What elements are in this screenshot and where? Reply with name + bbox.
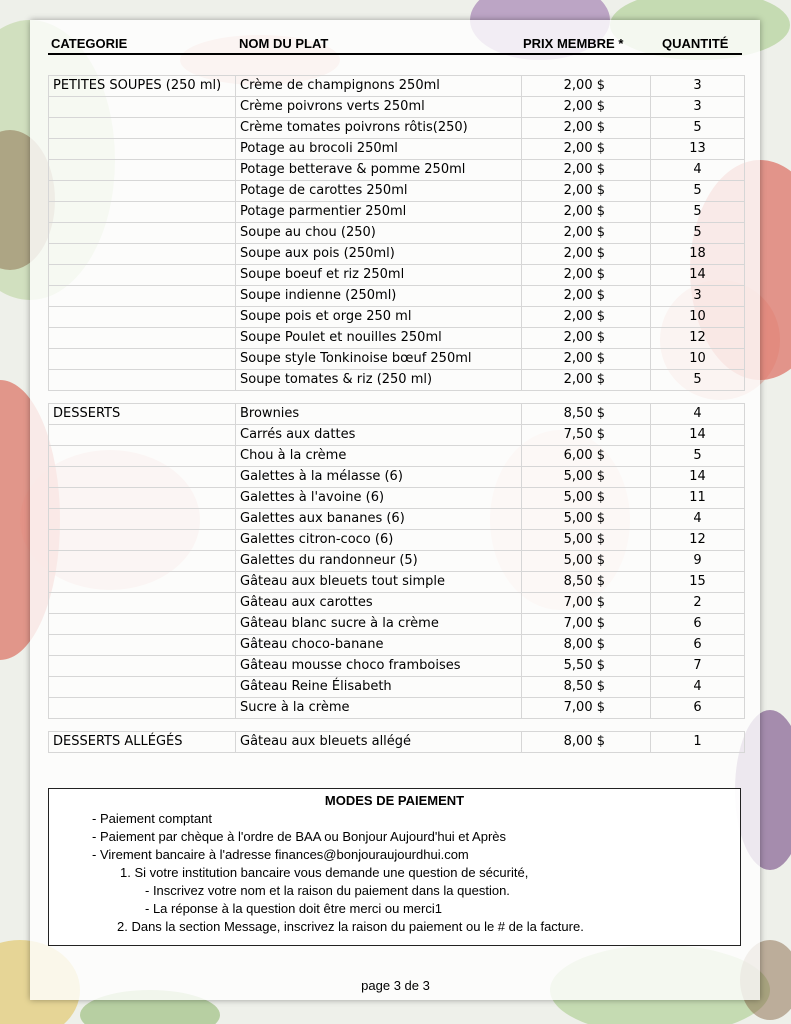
- quantity-cell: 4: [651, 509, 745, 530]
- quantity-cell: 11: [651, 488, 745, 509]
- payment-title: MODES DE PAIEMENT: [324, 793, 465, 808]
- quantity-cell: 5: [651, 202, 745, 223]
- table-row: [49, 76, 745, 97]
- price-cell: 2,00 $: [522, 307, 651, 328]
- dish-name-cell: Crème de champignons 250ml: [236, 76, 522, 97]
- price-cell: 6,00 $: [522, 446, 651, 467]
- dish-name-cell: Gâteau aux carottes: [236, 593, 522, 614]
- payment-methods-box: [48, 788, 741, 946]
- dish-name-cell: Potage au brocoli 250ml: [236, 139, 522, 160]
- category-cell: [49, 467, 236, 488]
- dish-name-cell: Crème poivrons verts 250ml: [236, 97, 522, 118]
- price-cell: 2,00 $: [522, 286, 651, 307]
- dish-name-cell: Gâteau mousse choco framboises: [236, 656, 522, 677]
- category-cell: [49, 118, 236, 139]
- price-cell: 5,50 $: [522, 656, 651, 677]
- quantity-cell: 4: [651, 160, 745, 181]
- table-row: [49, 307, 745, 328]
- dish-name-cell: Gâteau choco-banane: [236, 635, 522, 656]
- quantity-cell: 5: [651, 223, 745, 244]
- dish-name-cell: Galettes à la mélasse (6): [236, 467, 522, 488]
- table-row: [49, 181, 745, 202]
- table-row: [49, 202, 745, 223]
- category-cell: [49, 551, 236, 572]
- quantity-cell: 4: [651, 404, 745, 425]
- table-row: [49, 732, 745, 753]
- price-cell: 5,00 $: [522, 488, 651, 509]
- price-cell: 5,00 $: [522, 467, 651, 488]
- payment-line: - Paiement comptant: [92, 811, 212, 826]
- dish-name-cell: Galettes aux bananes (6): [236, 509, 522, 530]
- category-cell: DESSERTS: [49, 404, 236, 425]
- quantity-cell: 5: [651, 370, 745, 391]
- price-cell: 2,00 $: [522, 370, 651, 391]
- category-cell: [49, 635, 236, 656]
- quantity-cell: 1: [651, 732, 745, 753]
- category-cell: [49, 530, 236, 551]
- table-row: [49, 244, 745, 265]
- category-cell: [49, 488, 236, 509]
- section-spacer: [49, 391, 745, 404]
- price-cell: 7,00 $: [522, 614, 651, 635]
- dish-name-cell: Potage de carottes 250ml: [236, 181, 522, 202]
- dish-name-cell: Potage betterave & pomme 250ml: [236, 160, 522, 181]
- quantity-cell: 3: [651, 286, 745, 307]
- category-cell: PETITES SOUPES (250 ml): [49, 76, 236, 97]
- table-row: [49, 139, 745, 160]
- price-cell: 7,50 $: [522, 425, 651, 446]
- dish-name-cell: Gâteau aux bleuets allégé: [236, 732, 522, 753]
- category-cell: [49, 307, 236, 328]
- price-cell: 8,00 $: [522, 732, 651, 753]
- dish-name-cell: Carrés aux dattes: [236, 425, 522, 446]
- table-row: [49, 425, 745, 446]
- column-header-prix-membre: PRIX MEMBRE *: [523, 36, 624, 51]
- quantity-cell: 5: [651, 446, 745, 467]
- category-cell: [49, 244, 236, 265]
- quantity-cell: 14: [651, 425, 745, 446]
- quantity-cell: 5: [651, 181, 745, 202]
- price-cell: 2,00 $: [522, 76, 651, 97]
- dish-name-cell: Soupe style Tonkinoise bœuf 250ml: [236, 349, 522, 370]
- category-cell: [49, 425, 236, 446]
- table-row: [49, 530, 745, 551]
- dish-name-cell: Brownies: [236, 404, 522, 425]
- table-row: [49, 635, 745, 656]
- quantity-cell: 12: [651, 328, 745, 349]
- table-row: [49, 677, 745, 698]
- section-spacer: [49, 719, 745, 732]
- dish-name-cell: Soupe indienne (250ml): [236, 286, 522, 307]
- dish-name-cell: Gâteau blanc sucre à la crème: [236, 614, 522, 635]
- quantity-cell: 10: [651, 349, 745, 370]
- dish-name-cell: Soupe boeuf et riz 250ml: [236, 265, 522, 286]
- quantity-cell: 6: [651, 635, 745, 656]
- category-cell: [49, 656, 236, 677]
- quantity-cell: 13: [651, 139, 745, 160]
- price-cell: 5,00 $: [522, 551, 651, 572]
- dish-name-cell: Galettes citron-coco (6): [236, 530, 522, 551]
- column-header-quantite: QUANTITÉ: [662, 36, 729, 51]
- price-cell: 2,00 $: [522, 244, 651, 265]
- table-row: [49, 118, 745, 139]
- price-cell: 2,00 $: [522, 139, 651, 160]
- dish-name-cell: Chou à la crème: [236, 446, 522, 467]
- price-cell: 8,00 $: [522, 635, 651, 656]
- category-cell: DESSERTS ALLÉGÉS: [49, 732, 236, 753]
- table-row: [49, 488, 745, 509]
- dish-name-cell: Galettes du randonneur (5): [236, 551, 522, 572]
- category-cell: [49, 698, 236, 719]
- dish-name-cell: Gâteau Reine Élisabeth: [236, 677, 522, 698]
- price-cell: 2,00 $: [522, 328, 651, 349]
- price-cell: 5,00 $: [522, 509, 651, 530]
- table-row: [49, 160, 745, 181]
- dish-name-cell: Soupe Poulet et nouilles 250ml: [236, 328, 522, 349]
- category-cell: [49, 181, 236, 202]
- quantity-cell: 14: [651, 467, 745, 488]
- quantity-cell: 10: [651, 307, 745, 328]
- category-cell: [49, 160, 236, 181]
- price-cell: 2,00 $: [522, 349, 651, 370]
- price-cell: 2,00 $: [522, 265, 651, 286]
- price-cell: 2,00 $: [522, 118, 651, 139]
- category-cell: [49, 614, 236, 635]
- dish-name-cell: Gâteau aux bleuets tout simple: [236, 572, 522, 593]
- category-cell: [49, 265, 236, 286]
- header-divider: [48, 53, 742, 55]
- table-row: [49, 656, 745, 677]
- table-row: [49, 446, 745, 467]
- category-cell: [49, 509, 236, 530]
- price-cell: 5,00 $: [522, 530, 651, 551]
- quantity-cell: 7: [651, 656, 745, 677]
- table-row: [49, 614, 745, 635]
- dish-name-cell: Crème tomates poivrons rôtis(250): [236, 118, 522, 139]
- price-cell: 8,50 $: [522, 404, 651, 425]
- price-cell: 2,00 $: [522, 202, 651, 223]
- quantity-cell: 3: [651, 76, 745, 97]
- category-cell: [49, 202, 236, 223]
- price-cell: 7,00 $: [522, 698, 651, 719]
- page-number: page 3 de 3: [361, 978, 430, 993]
- table-row: [49, 286, 745, 307]
- table-row: [49, 370, 745, 391]
- table-row: [49, 328, 745, 349]
- category-cell: [49, 223, 236, 244]
- payment-line: - La réponse à la question doit être merci ou merci1: [145, 901, 442, 916]
- payment-line: 1. Si votre institution bancaire vous demande une question de sécurité,: [120, 865, 529, 880]
- category-cell: [49, 677, 236, 698]
- payment-line: - Virement bancaire à l'adresse finances@bonjouraujourdhui.com: [92, 847, 469, 862]
- table-row: [49, 349, 745, 370]
- table-row: [49, 404, 745, 425]
- category-cell: [49, 139, 236, 160]
- price-cell: 2,00 $: [522, 160, 651, 181]
- category-cell: [49, 446, 236, 467]
- table-row: [49, 593, 745, 614]
- quantity-cell: 6: [651, 698, 745, 719]
- table-row: [49, 698, 745, 719]
- quantity-cell: 3: [651, 97, 745, 118]
- price-cell: 2,00 $: [522, 97, 651, 118]
- quantity-cell: 14: [651, 265, 745, 286]
- payment-line: - Paiement par chèque à l'ordre de BAA ou Bonjour Aujourd'hui et Après: [92, 829, 507, 844]
- column-header-nom-du-plat: NOM DU PLAT: [239, 36, 329, 51]
- quantity-cell: 15: [651, 572, 745, 593]
- dish-name-cell: Galettes à l'avoine (6): [236, 488, 522, 509]
- category-cell: [49, 572, 236, 593]
- quantity-cell: 2: [651, 593, 745, 614]
- price-cell: 8,50 $: [522, 572, 651, 593]
- category-cell: [49, 286, 236, 307]
- dish-name-cell: Soupe tomates & riz (250 ml): [236, 370, 522, 391]
- table-row: [49, 223, 745, 244]
- quantity-cell: 6: [651, 614, 745, 635]
- category-cell: [49, 593, 236, 614]
- category-cell: [49, 349, 236, 370]
- category-cell: [49, 97, 236, 118]
- menu-items-table: [48, 75, 745, 753]
- price-cell: 2,00 $: [522, 223, 651, 244]
- quantity-cell: 9: [651, 551, 745, 572]
- table-row: [49, 265, 745, 286]
- dish-name-cell: Sucre à la crème: [236, 698, 522, 719]
- quantity-cell: 12: [651, 530, 745, 551]
- price-cell: 2,00 $: [522, 181, 651, 202]
- price-cell: 8,50 $: [522, 677, 651, 698]
- table-row: [49, 572, 745, 593]
- dish-name-cell: Soupe au chou (250): [236, 223, 522, 244]
- table-row: [49, 551, 745, 572]
- table-row: [49, 97, 745, 118]
- payment-line: 2. Dans la section Message, inscrivez la raison du paiement ou le # de la facture.: [117, 919, 584, 934]
- category-cell: [49, 370, 236, 391]
- dish-name-cell: Soupe pois et orge 250 ml: [236, 307, 522, 328]
- price-cell: 7,00 $: [522, 593, 651, 614]
- quantity-cell: 4: [651, 677, 745, 698]
- quantity-cell: 5: [651, 118, 745, 139]
- column-header-categorie: CATEGORIE: [51, 36, 128, 51]
- table-row: [49, 467, 745, 488]
- table-row: [49, 509, 745, 530]
- dish-name-cell: Soupe aux pois (250ml): [236, 244, 522, 265]
- payment-line: - Inscrivez votre nom et la raison du paiement dans la question.: [145, 883, 510, 898]
- dish-name-cell: Potage parmentier 250ml: [236, 202, 522, 223]
- category-cell: [49, 328, 236, 349]
- quantity-cell: 18: [651, 244, 745, 265]
